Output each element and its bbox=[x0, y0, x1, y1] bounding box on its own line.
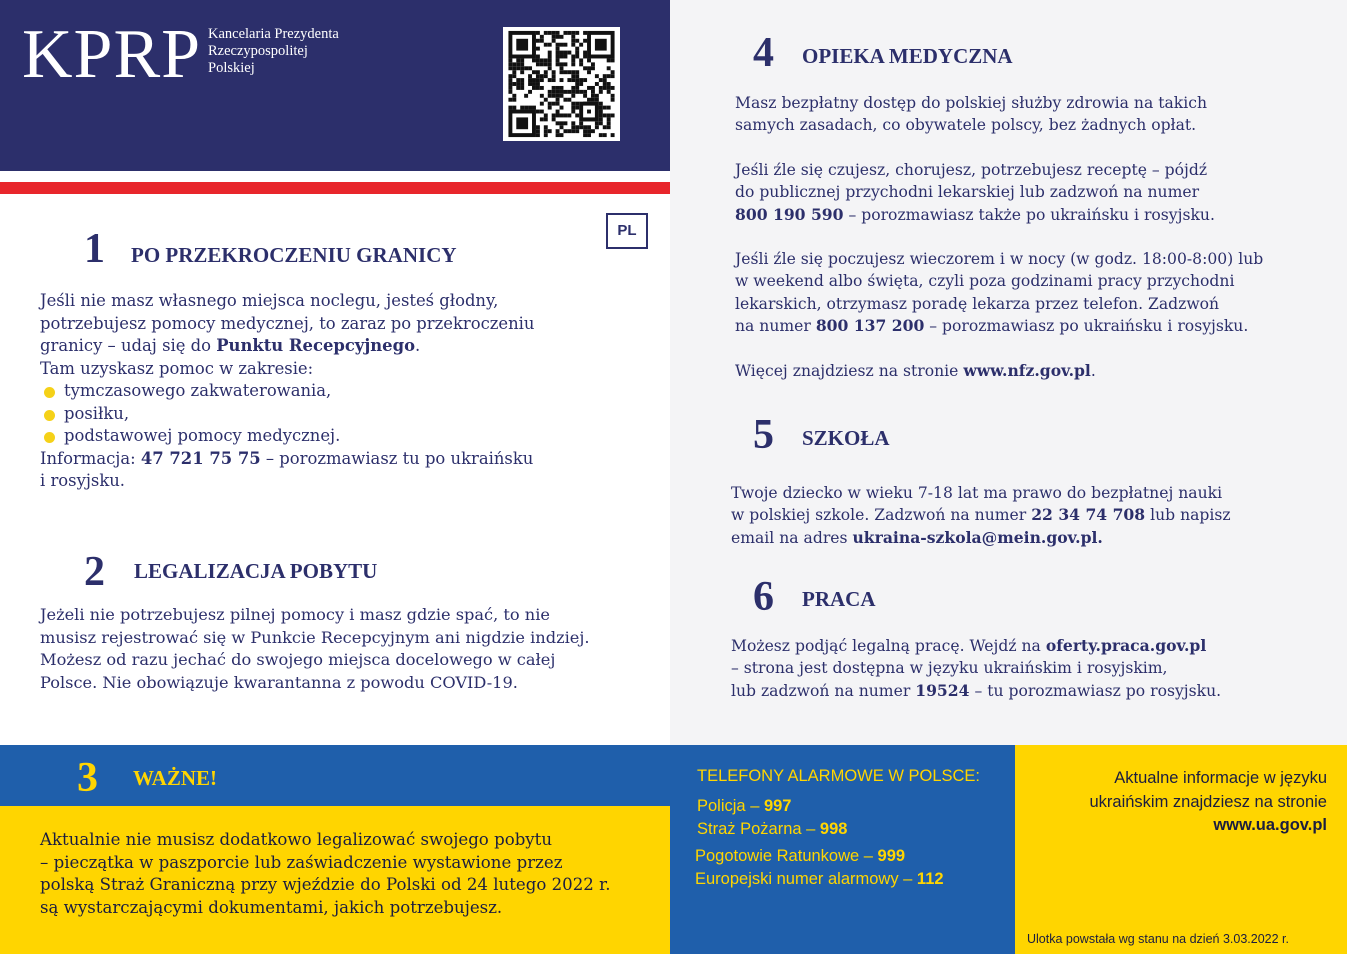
text: – porozmawiasz tu po ukraińsku bbox=[260, 448, 534, 468]
qr-code-icon[interactable] bbox=[503, 27, 620, 141]
org-line-3: Polskiej bbox=[208, 60, 255, 76]
section-3-number: 3 bbox=[77, 755, 98, 801]
jobs-phone[interactable]: 19524 bbox=[915, 680, 970, 700]
section-5-line bbox=[731, 527, 1337, 549]
emergency-label: Pogotowie Ratunkowe – bbox=[695, 847, 878, 865]
bullet-text: posiłku, bbox=[64, 403, 130, 423]
section-5-number: 5 bbox=[753, 412, 774, 458]
emergency-label: Europejski numer alarmowy – bbox=[695, 869, 917, 888]
important-title-band bbox=[0, 745, 670, 806]
text: – porozmawiasz także po ukraińsku i rosyjsku. bbox=[843, 205, 1215, 224]
qr-code-graphic bbox=[503, 27, 620, 141]
section-4-line: Masz bezpłatny dostęp do polskiej służby zdrowia na takich bbox=[735, 94, 1207, 112]
night-doctor-phone[interactable]: 800 137 200 bbox=[815, 316, 925, 336]
section-1-title: PO PRZEKROCZENIU GRANICY bbox=[131, 243, 457, 267]
footnote: Ulotka powstała wg stanu na dzień 3.03.2022 r. bbox=[1027, 932, 1289, 946]
text: – tu porozmawiasz po rosyjsku. bbox=[969, 681, 1222, 700]
section-3-title: WAŻNE! bbox=[133, 766, 218, 790]
bullet-item bbox=[40, 380, 660, 403]
text: Więcej znajdziesz na stronie bbox=[735, 361, 964, 380]
section-2-line: Jeżeli nie potrzebujesz pilnej pomocy i masz gdzie spać, to nie bbox=[40, 605, 550, 624]
info-box bbox=[1030, 767, 1327, 838]
section-5-title: SZKOŁA bbox=[802, 426, 890, 450]
text: – porozmawiasz po ukraińsku i rosyjsku. bbox=[924, 317, 1249, 336]
section-6-line: – strona jest dostępna w języku ukraińskim i rosyjskim, bbox=[731, 659, 1168, 678]
section-6-number: 6 bbox=[753, 574, 774, 620]
section-1-number: 1 bbox=[84, 226, 105, 272]
org-line-1: Kancelaria Prezydenta bbox=[208, 26, 339, 42]
section-1-line: potrzebujesz pomocy medycznej, to zaraz po przekroczeniu bbox=[40, 313, 535, 333]
section-2-line: Polsce. Nie obowiązuje kwarantanna z powodu COVID-19. bbox=[40, 672, 518, 692]
section-6-line bbox=[731, 635, 1337, 657]
section-3-line: Aktualnie nie musisz dodatkowo legalizować swojego pobytu bbox=[40, 830, 553, 849]
section-3-body bbox=[40, 829, 665, 919]
emergency-label: Policja – bbox=[697, 797, 764, 815]
emergency-item bbox=[695, 845, 944, 868]
section-1-line: i rosyjsku. bbox=[40, 471, 126, 490]
section-3-line: są wystarczającymi dokumentami, jakich potrzebujesz. bbox=[40, 897, 503, 917]
bullet-text: podstawowej pomocy medycznej. bbox=[64, 426, 341, 445]
bullet-item bbox=[40, 403, 660, 426]
bullet-item bbox=[40, 425, 660, 448]
text: email na adres bbox=[731, 528, 853, 547]
section-1-body bbox=[40, 290, 660, 493]
section-5-line bbox=[731, 504, 1337, 526]
emergency-number[interactable]: 997 bbox=[763, 797, 792, 815]
emergency-number[interactable]: 112 bbox=[916, 869, 944, 888]
section-4-line: do publicznej przychodni lekarskiej lub zadzwoń na numer bbox=[735, 183, 1200, 202]
text: Możesz podjąć legalną pracę. Wejdź na bbox=[731, 637, 1046, 655]
section-2-number: 2 bbox=[84, 549, 105, 595]
clinic-phone[interactable]: 800 190 590 bbox=[735, 204, 844, 224]
section-1-line: Tam uzyskasz pomoc w zakresie: bbox=[40, 358, 314, 378]
emergency-item bbox=[697, 818, 847, 841]
emergency-title: TELEFONY ALARMOWE W POLSCE: bbox=[697, 767, 981, 785]
ua-gov-link[interactable]: www.ua.gov.pl bbox=[1213, 816, 1327, 834]
section-3-line: – pieczątka w paszporcie lub zaświadczenie wystawione przez bbox=[40, 852, 563, 872]
kprp-logo: KPRP bbox=[22, 16, 202, 93]
text: granicy – udaj się do bbox=[40, 336, 217, 355]
text: . bbox=[415, 336, 421, 355]
section-4-line: lekarskich, otrzymasz poradę lekarza przez telefon. Zadzwoń bbox=[735, 294, 1220, 313]
emergency-number[interactable]: 998 bbox=[819, 819, 848, 838]
school-email[interactable]: ukraina-szkola@mein.gov.pl. bbox=[852, 527, 1103, 547]
text: . bbox=[1090, 361, 1096, 380]
org-line-2: Rzeczypospolitej bbox=[208, 43, 308, 59]
jobs-link[interactable]: oferty.praca.gov.pl bbox=[1045, 636, 1207, 655]
section-4-line: w weekend albo święta, czyli poza godzinami pracy przychodni bbox=[735, 272, 1235, 291]
reception-point-label: Punktu Recepcyjnego bbox=[216, 336, 416, 355]
yellow-dot-icon bbox=[44, 387, 55, 398]
emergency-list-b bbox=[695, 845, 944, 890]
section-4-title: OPIEKA MEDYCZNA bbox=[802, 44, 1013, 68]
section-5-line: Twoje dziecko w wieku 7-18 lat ma prawo do bezpłatnej nauki bbox=[731, 484, 1223, 502]
yellow-dot-icon bbox=[44, 410, 55, 421]
section-4-line bbox=[735, 315, 1335, 337]
text: lub napisz bbox=[1145, 506, 1231, 525]
section-4-body bbox=[735, 92, 1335, 382]
section-1-line: Jeśli nie masz własnego miejsca noclegu, jesteś głodny, bbox=[40, 291, 499, 310]
emergency-label: Straż Pożarna – bbox=[697, 819, 820, 838]
text: w polskiej szkole. Zadzwoń na numer bbox=[731, 506, 1032, 525]
text: Informacja: bbox=[40, 448, 141, 468]
section-6-line bbox=[731, 680, 1337, 702]
section-2-body bbox=[40, 604, 665, 694]
section-1-line bbox=[40, 448, 660, 471]
section-1-line bbox=[40, 335, 660, 358]
emergency-list-a bbox=[697, 795, 847, 840]
section-6-title: PRACA bbox=[802, 587, 876, 611]
emergency-item bbox=[697, 795, 847, 818]
red-stripe bbox=[0, 182, 670, 194]
language-badge: PL bbox=[606, 213, 648, 249]
section-4-line: samych zasadach, co obywatele polscy, bez żadnych opłat. bbox=[735, 116, 1197, 135]
organization-name bbox=[208, 26, 339, 77]
section-4-line: Jeśli źle się czujesz, chorujesz, potrzebujesz receptę – pójdź bbox=[735, 160, 1208, 179]
school-phone[interactable]: 22 34 74 708 bbox=[1031, 505, 1146, 525]
section-4-number: 4 bbox=[753, 30, 774, 76]
emergency-number[interactable]: 999 bbox=[877, 847, 906, 865]
emergency-item bbox=[695, 868, 944, 891]
text: na numer bbox=[735, 317, 816, 336]
info-line: Aktualne informacje w języku bbox=[1114, 769, 1327, 787]
section-3-line: polską Straż Graniczną przy wjeździe do Polski od 24 lutego 2022 r. bbox=[40, 875, 611, 894]
nfz-link[interactable]: www.nfz.gov.pl bbox=[963, 360, 1091, 380]
section-2-line: musisz rejestrować się w Punkcie Recepcyjnym ani nigdzie indziej. bbox=[40, 627, 590, 647]
text: lub zadzwoń na numer bbox=[731, 681, 916, 700]
section-4-line bbox=[735, 360, 1335, 382]
info-phone[interactable]: 47 721 75 75 bbox=[140, 448, 261, 468]
section-4-line bbox=[735, 204, 1335, 226]
yellow-dot-icon bbox=[44, 432, 55, 443]
section-5-body bbox=[731, 482, 1337, 549]
info-line: ukraińskim znajdziesz na stronie bbox=[1089, 792, 1327, 811]
bullet-text: tymczasowego zakwaterowania, bbox=[64, 381, 332, 400]
section-4-line: Jeśli źle się poczujesz wieczorem i w nocy (w godz. 18:00-8:00) lub bbox=[735, 250, 1264, 269]
section-2-line: Możesz od razu jechać do swojego miejsca docelowego w całej bbox=[40, 650, 556, 669]
section-6-body bbox=[731, 635, 1337, 702]
section-2-title: LEGALIZACJA POBYTU bbox=[134, 559, 378, 583]
